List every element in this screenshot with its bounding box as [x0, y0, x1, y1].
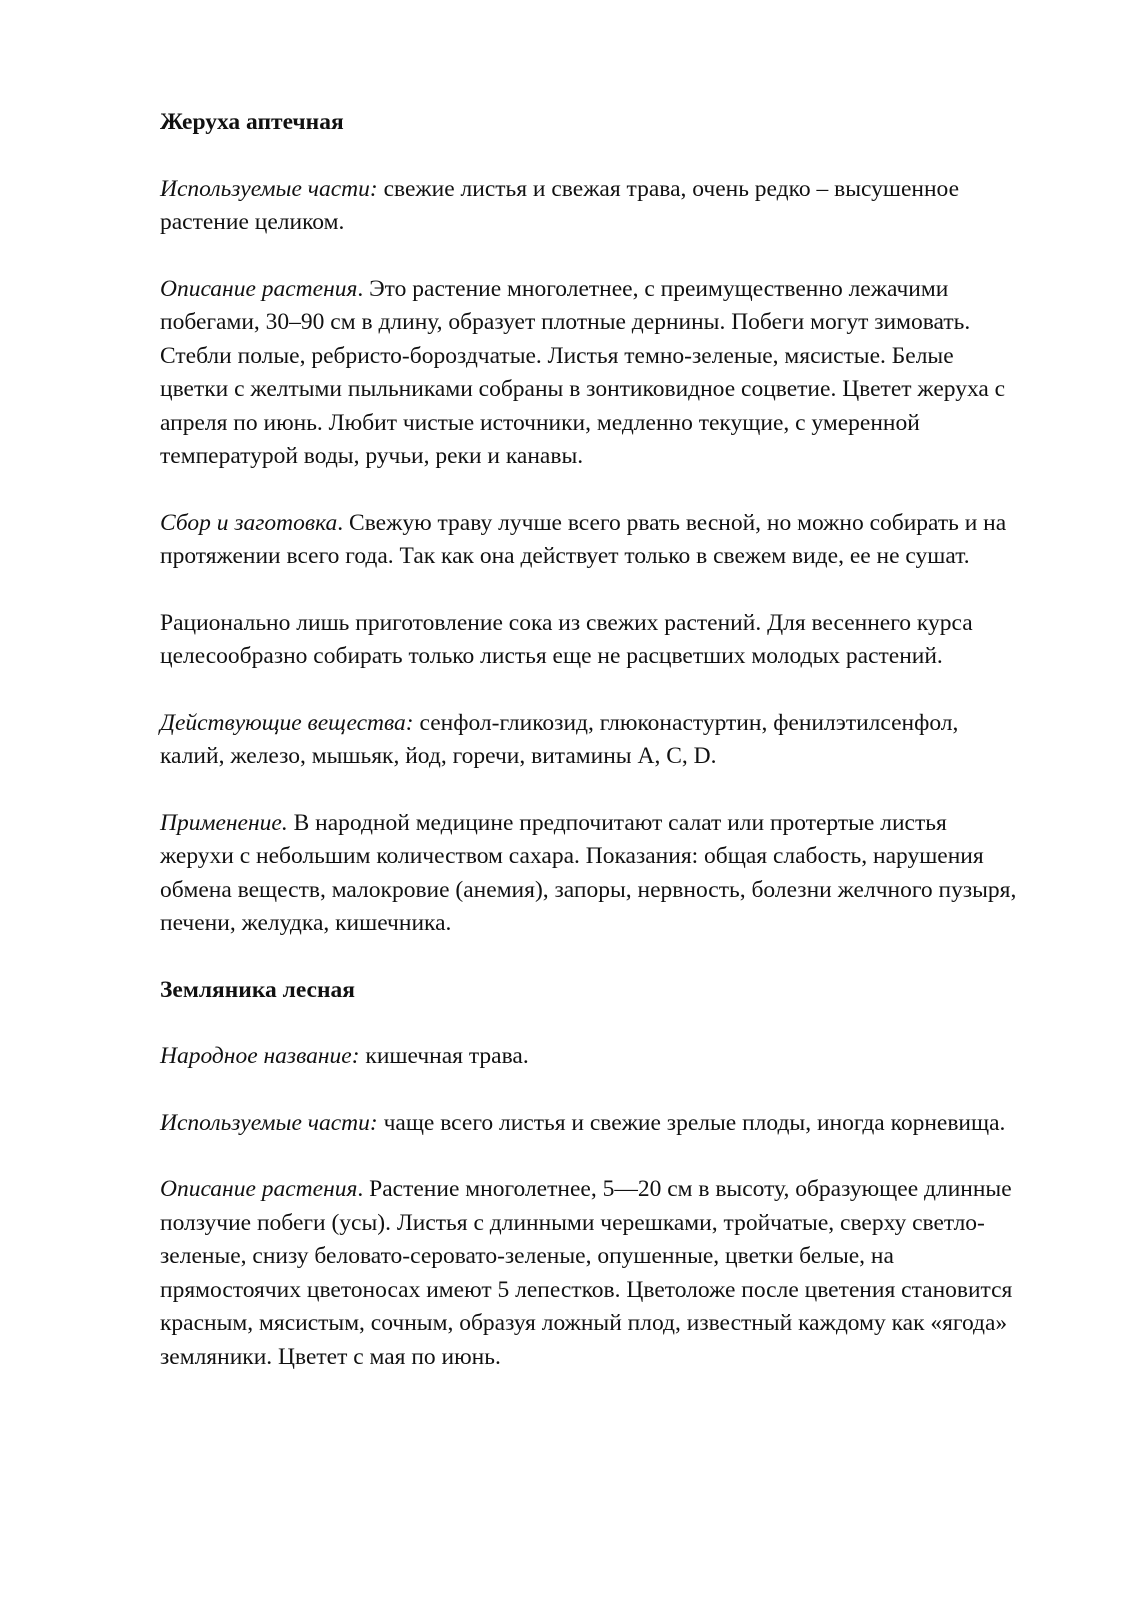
paragraph	[160, 1040, 1020, 1074]
paragraph-lead: Сбор и заготовка	[160, 509, 338, 536]
paragraph-lead: Используемые части:	[160, 175, 378, 202]
paragraph-lead: Народное название:	[160, 1043, 360, 1069]
paragraph-lead: Применение.	[160, 809, 288, 836]
paragraph	[160, 273, 1020, 474]
paragraph	[160, 1173, 1020, 1374]
paragraph-text: . Растение многолетнее, 5—20 см в высоту, образующее длинные ползучие побеги (усы). Листья с длинными черешками, тройчатые, сверху светло-зеленые, снизу беловато-серовато-зеленые, опушенные, цветки белые, на прямостоячих цветоносах имеют 5 лепестков. Цветоложе после цветения становится красным, мясистым, сочным, образуя ложный плод, известный каждому как «ягода» земляники. Цветет с мая по июнь.	[160, 1176, 1013, 1370]
paragraph	[160, 607, 1020, 674]
paragraph-text: В народной медицине предпочитают салат или протертые листья жерухи с небольшим количеством сахара. Показания: общая слабость, нарушения обмена веществ, малокровие (анемия), запоры, нервность, болезни желчного пузыря, печени, желудка, кишечника.	[160, 809, 1017, 936]
paragraph-text: сенфол-гликозид, глюконастуртин, фенилэтилсенфол, калий, железо, мышьяк, йод, горечи, витамины А, С, D.	[160, 709, 959, 769]
paragraph-text: свежие листья и свежая трава, очень редко – высушенное растение целиком.	[160, 175, 960, 235]
paragraph-text: кишечная трава.	[359, 1043, 529, 1069]
paragraph-lead: Описание растения	[160, 275, 358, 302]
paragraph	[160, 807, 1020, 941]
paragraph-text: Рационально лишь приготовление сока из свежих растений. Для весеннего курса целесообразно собирать только листья еще не расцветших молодых растений.	[160, 609, 973, 669]
paragraph-text: чаще всего листья и свежие зрелые плоды, иногда корневища.	[377, 1109, 1006, 1136]
paragraph	[160, 707, 1020, 774]
paragraph-text: . Свежую траву лучше всего рвать весной, но можно собирать и на протяжении всего года. Так как она действует только в свежем виде, ее не сушат.	[160, 509, 1007, 569]
paragraph-lead: Действующие вещества:	[160, 709, 414, 736]
section-heading-zherukha: Жеруха аптечная	[160, 109, 344, 135]
paragraph-lead: Описание растения	[160, 1176, 358, 1202]
paragraph	[160, 1107, 1020, 1141]
paragraph-text: . Это растение многолетнее, с преимущественно лежачими побегами, 30–90 см в длину, образует плотные дернины. Побеги могут зимовать. Стебли полые, ребристо-бороздчатые. Листья темно-зеленые, мясистые. Белые цветки с желтыми пыльниками собраны в зонтиковидное соцветие. Цветет жеруха с апреля по июнь. Любит чистые источники, медленно текущие, с умеренной температурой воды, ручьи, реки и канавы.	[160, 275, 1006, 469]
paragraph	[160, 173, 1020, 240]
document-body	[160, 106, 1020, 1407]
paragraph-lead: Используемые части:	[160, 1109, 378, 1136]
paragraph	[160, 507, 1020, 574]
section-heading-zemlyanika: Земляника лесная	[160, 976, 355, 1003]
